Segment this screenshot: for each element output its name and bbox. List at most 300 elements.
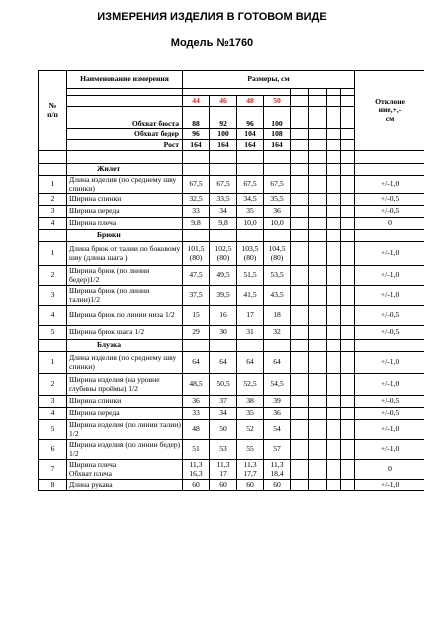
table-row — [39, 306, 424, 326]
empty-cell — [355, 230, 424, 242]
table-row — [39, 374, 424, 396]
size-value: 41,5 — [237, 286, 264, 306]
empty-cell — [327, 129, 341, 140]
empty-cell — [327, 140, 341, 151]
section-title: Жилет — [67, 164, 183, 176]
empty-cell — [210, 164, 237, 176]
measure-name: Ширина изделия (по линии талии) 1/2 — [67, 420, 183, 440]
row-number: 1 — [39, 352, 67, 374]
size-value: 48 — [183, 420, 210, 440]
table-row — [39, 218, 424, 230]
table-row — [39, 242, 424, 266]
deviation-value: +/-0,5 — [355, 408, 424, 420]
measure-name: Ширина спинки — [67, 194, 183, 206]
empty-cell — [341, 176, 355, 194]
row-number: 1 — [39, 242, 67, 266]
empty-cell — [291, 140, 309, 151]
empty-cell — [341, 396, 355, 408]
param-value: 164 — [210, 140, 237, 151]
table-row — [39, 194, 424, 206]
size-value: 11,3 16,3 — [183, 460, 210, 480]
deviation-value: +/-1,0 — [355, 440, 424, 460]
header-num: № п/п — [39, 71, 67, 151]
empty-cell — [327, 96, 341, 107]
empty-cell — [264, 340, 291, 352]
empty-cell — [341, 242, 355, 266]
size-value: 33 — [183, 206, 210, 218]
empty-cell — [210, 230, 237, 242]
size-value: 60 — [264, 480, 291, 491]
size-value: 53 — [210, 440, 237, 460]
measure-name: Ширина брюк (по линии бедер)1/2 — [67, 266, 183, 286]
param-value: 164 — [264, 140, 291, 151]
row-number: 2 — [39, 266, 67, 286]
measure-name: Ширина переда — [67, 408, 183, 420]
size-value: 67,5 — [237, 176, 264, 194]
empty-cell — [309, 96, 327, 107]
spacer-row — [39, 151, 424, 164]
size-cell: 50 — [264, 96, 291, 107]
empty-cell — [291, 96, 309, 107]
table-row — [39, 480, 424, 491]
size-value: 38 — [237, 396, 264, 408]
size-value: 35 — [237, 206, 264, 218]
size-value: 11,3 18,4 — [264, 460, 291, 480]
empty-cell — [327, 408, 341, 420]
size-value: 54 — [264, 420, 291, 440]
param-value: 92 — [210, 107, 237, 129]
section-row — [39, 164, 424, 176]
row-number: 3 — [39, 396, 67, 408]
empty-cell — [309, 194, 327, 206]
param-value: 104 — [237, 129, 264, 140]
empty-cell — [355, 151, 424, 164]
size-value: 11,3 17,7 — [237, 460, 264, 480]
empty-cell — [341, 326, 355, 340]
measure-name: Ширина плеча Обхват плеча — [67, 460, 183, 480]
empty-cell — [210, 340, 237, 352]
empty-cell — [309, 164, 327, 176]
deviation-value: +/-1,0 — [355, 286, 424, 306]
empty-cell — [309, 242, 327, 266]
empty-cell — [183, 230, 210, 242]
empty-cell — [341, 440, 355, 460]
size-value: 51 — [183, 440, 210, 460]
table-row — [39, 286, 424, 306]
empty-cell — [341, 206, 355, 218]
row-number: 4 — [39, 218, 67, 230]
empty-cell — [327, 480, 341, 491]
table-row — [39, 408, 424, 420]
size-value: 64 — [183, 352, 210, 374]
param-value: 100 — [210, 129, 237, 140]
empty-cell — [341, 374, 355, 396]
empty-cell — [183, 340, 210, 352]
size-value: 37 — [210, 396, 237, 408]
empty-cell — [309, 396, 327, 408]
size-value: 34 — [210, 206, 237, 218]
empty-cell — [309, 352, 327, 374]
empty-cell — [341, 129, 355, 140]
empty-cell — [39, 340, 67, 352]
empty-cell — [309, 286, 327, 306]
size-value: 51,5 — [237, 266, 264, 286]
empty-cell — [309, 151, 327, 164]
empty-cell — [327, 194, 341, 206]
empty-cell — [341, 460, 355, 480]
size-value: 15 — [183, 306, 210, 326]
empty-cell — [309, 374, 327, 396]
table-row — [39, 176, 424, 194]
size-value: 34,5 — [237, 194, 264, 206]
size-value: 64 — [237, 352, 264, 374]
empty-cell — [341, 151, 355, 164]
size-value: 10,0 — [237, 218, 264, 230]
empty-cell — [264, 151, 291, 164]
empty-cell — [327, 107, 341, 129]
empty-cell — [309, 206, 327, 218]
size-value: 35,5 — [264, 194, 291, 206]
size-value: 101,5 (80) — [183, 242, 210, 266]
table-row — [39, 352, 424, 374]
empty-cell — [210, 151, 237, 164]
empty-cell — [237, 230, 264, 242]
empty-cell — [327, 286, 341, 306]
size-value: 18 — [264, 306, 291, 326]
empty-cell — [309, 460, 327, 480]
measure-name: Ширина переда — [67, 206, 183, 218]
empty-cell — [327, 206, 341, 218]
empty-cell — [291, 340, 309, 352]
param-value: 164 — [237, 140, 264, 151]
deviation-value: 0 — [355, 218, 424, 230]
size-value: 50,5 — [210, 374, 237, 396]
size-value: 35 — [237, 408, 264, 420]
deviation-value: +/-0,5 — [355, 194, 424, 206]
empty-cell — [309, 176, 327, 194]
size-value: 60 — [183, 480, 210, 491]
empty-cell — [39, 164, 67, 176]
size-value: 64 — [264, 352, 291, 374]
size-value: 103,5 (80) — [237, 242, 264, 266]
empty-cell — [183, 151, 210, 164]
empty-cell — [327, 326, 341, 340]
empty-cell — [341, 164, 355, 176]
size-value: 47,5 — [183, 266, 210, 286]
deviation-value: +/-0,5 — [355, 326, 424, 340]
empty-cell — [341, 352, 355, 374]
empty-cell — [291, 374, 309, 396]
size-value: 102,5 (80) — [210, 242, 237, 266]
empty-cell — [327, 396, 341, 408]
size-value: 32,5 — [183, 194, 210, 206]
empty-cell — [355, 340, 424, 352]
measure-name: Ширина брюк по линии низа 1/2 — [67, 306, 183, 326]
param-value: 88 — [183, 107, 210, 129]
empty-cell — [183, 89, 291, 96]
param-label: Рост — [67, 140, 183, 151]
empty-cell — [309, 408, 327, 420]
size-value: 39,5 — [210, 286, 237, 306]
empty-cell — [341, 306, 355, 326]
table-row — [39, 460, 424, 480]
size-value: 30 — [210, 326, 237, 340]
empty-cell — [309, 140, 327, 151]
empty-cell — [327, 460, 341, 480]
empty-cell — [327, 151, 341, 164]
table-row — [39, 206, 424, 218]
empty-cell — [341, 107, 355, 129]
table-row — [39, 420, 424, 440]
size-value: 17 — [237, 306, 264, 326]
empty-cell — [355, 164, 424, 176]
empty-cell — [327, 420, 341, 440]
size-value: 55 — [237, 440, 264, 460]
empty-cell — [327, 306, 341, 326]
empty-cell — [327, 89, 341, 96]
empty-cell — [309, 89, 327, 96]
size-cell: 46 — [210, 96, 237, 107]
empty-cell — [237, 340, 264, 352]
empty-cell — [237, 164, 264, 176]
empty-cell — [291, 107, 309, 129]
empty-cell — [341, 266, 355, 286]
empty-cell — [327, 440, 341, 460]
measure-name: Длина изделия (по среднему шву спинки) — [67, 352, 183, 374]
header-row — [39, 71, 424, 89]
table-row — [39, 396, 424, 408]
empty-cell — [291, 129, 309, 140]
size-value: 39 — [264, 396, 291, 408]
measure-name: Ширина изделия (по линии бедер) 1/2 — [67, 440, 183, 460]
header-name: Наименование измерения — [67, 71, 183, 89]
model-number: Модель №1760 — [170, 37, 254, 49]
param-value: 164 — [183, 140, 210, 151]
size-value: 11,3 17 — [210, 460, 237, 480]
size-value: 67,5 — [210, 176, 237, 194]
section-title: Блузка — [67, 340, 183, 352]
empty-cell — [309, 107, 327, 129]
size-value: 37,5 — [183, 286, 210, 306]
empty-cell — [309, 440, 327, 460]
size-value: 33,5 — [210, 194, 237, 206]
size-value: 54,5 — [264, 374, 291, 396]
empty-cell — [291, 420, 309, 440]
size-value: 49,5 — [210, 266, 237, 286]
deviation-value: 0 — [355, 460, 424, 480]
empty-cell — [67, 96, 183, 107]
empty-cell — [341, 340, 355, 352]
row-number: 2 — [39, 374, 67, 396]
param-value: 96 — [237, 107, 264, 129]
empty-cell — [291, 230, 309, 242]
empty-cell — [341, 408, 355, 420]
size-value: 32 — [264, 326, 291, 340]
empty-cell — [39, 151, 67, 164]
empty-cell — [327, 230, 341, 242]
empty-cell — [291, 206, 309, 218]
row-number: 2 — [39, 194, 67, 206]
measure-name: Ширина плеча — [67, 218, 183, 230]
empty-cell — [309, 230, 327, 242]
param-label: Обхват бедер — [67, 129, 183, 140]
empty-cell — [67, 151, 183, 164]
empty-cell — [341, 420, 355, 440]
empty-cell — [183, 164, 210, 176]
size-value: 67,5 — [264, 176, 291, 194]
row-number: 1 — [39, 176, 67, 194]
measure-name: Ширина спинки — [67, 396, 183, 408]
deviation-value: +/-1,0 — [355, 480, 424, 491]
empty-cell — [341, 230, 355, 242]
deviation-value: +/-0,5 — [355, 206, 424, 218]
deviation-value: +/-1,0 — [355, 374, 424, 396]
measure-name: Длина рукава — [67, 480, 183, 491]
size-value: 52 — [237, 420, 264, 440]
empty-cell — [291, 408, 309, 420]
empty-cell — [341, 89, 355, 96]
param-value: 100 — [264, 107, 291, 129]
param-value: 108 — [264, 129, 291, 140]
size-value: 67,5 — [183, 176, 210, 194]
section-title: Брюки — [67, 230, 183, 242]
size-value: 36 — [183, 396, 210, 408]
size-value: 10,0 — [264, 218, 291, 230]
row-number: 3 — [39, 286, 67, 306]
empty-cell — [291, 176, 309, 194]
empty-cell — [309, 266, 327, 286]
empty-cell — [291, 306, 309, 326]
empty-cell — [67, 89, 183, 96]
table-row — [39, 440, 424, 460]
section-row — [39, 340, 424, 352]
empty-cell — [341, 194, 355, 206]
size-value: 48,5 — [183, 374, 210, 396]
empty-cell — [309, 326, 327, 340]
measure-name: Ширина брюк шага 1/2 — [67, 326, 183, 340]
size-value: 36 — [264, 206, 291, 218]
empty-cell — [291, 151, 309, 164]
size-value: 29 — [183, 326, 210, 340]
size-value: 31 — [237, 326, 264, 340]
size-value: 60 — [237, 480, 264, 491]
deviation-value: +/-1,0 — [355, 420, 424, 440]
empty-cell — [309, 218, 327, 230]
size-value: 43,5 — [264, 286, 291, 306]
empty-cell — [291, 164, 309, 176]
deviation-value: +/-1,0 — [355, 352, 424, 374]
page-title: ИЗМЕРЕНИЯ ИЗДЕЛИЯ В ГОТОВОМ ВИДЕ — [97, 11, 327, 23]
empty-cell — [341, 218, 355, 230]
empty-cell — [341, 286, 355, 306]
empty-cell — [291, 440, 309, 460]
size-value: 52,5 — [237, 374, 264, 396]
row-number: 8 — [39, 480, 67, 491]
row-number: 4 — [39, 408, 67, 420]
deviation-value: +/-0,5 — [355, 396, 424, 408]
empty-cell — [309, 129, 327, 140]
section-row — [39, 230, 424, 242]
deviation-value: +/-1,0 — [355, 266, 424, 286]
empty-cell — [291, 242, 309, 266]
empty-cell — [327, 352, 341, 374]
empty-cell — [291, 89, 309, 96]
param-label: Обхват бюста — [67, 107, 183, 129]
measure-name: Ширина изделия (на уровне глубины проймы) 1/2 — [67, 374, 183, 396]
empty-cell — [327, 242, 341, 266]
deviation-value: +/-0,5 — [355, 306, 424, 326]
deviation-value: +/-1,0 — [355, 176, 424, 194]
row-number: 5 — [39, 326, 67, 340]
empty-cell — [309, 480, 327, 491]
deviation-value: +/-1,0 — [355, 242, 424, 266]
size-cell: 48 — [237, 96, 264, 107]
measure-name: Длина брюк от талии по боковому шву (длина шага ) — [67, 242, 183, 266]
row-number: 4 — [39, 306, 67, 326]
measurements-table — [38, 70, 424, 491]
empty-cell — [264, 164, 291, 176]
empty-cell — [327, 164, 341, 176]
empty-cell — [291, 194, 309, 206]
header-sizes: Размеры, см — [183, 71, 355, 89]
empty-cell — [309, 340, 327, 352]
size-value: 36 — [264, 408, 291, 420]
size-value: 60 — [210, 480, 237, 491]
size-cell: 44 — [183, 96, 210, 107]
size-value: 33 — [183, 408, 210, 420]
table-row — [39, 326, 424, 340]
row-number: 3 — [39, 206, 67, 218]
measure-name: Длина изделия (по среднему шву спинки) — [67, 176, 183, 194]
empty-cell — [327, 340, 341, 352]
empty-cell — [291, 460, 309, 480]
size-value: 104,5 (80) — [264, 242, 291, 266]
empty-cell — [39, 230, 67, 242]
empty-cell — [327, 374, 341, 396]
size-value: 9,8 — [210, 218, 237, 230]
empty-cell — [327, 176, 341, 194]
size-value: 9,8 — [183, 218, 210, 230]
size-value: 16 — [210, 306, 237, 326]
empty-cell — [291, 396, 309, 408]
table-row — [39, 266, 424, 286]
empty-cell — [264, 230, 291, 242]
param-value: 96 — [183, 129, 210, 140]
empty-cell — [291, 352, 309, 374]
empty-cell — [291, 286, 309, 306]
empty-cell — [341, 96, 355, 107]
empty-cell — [341, 480, 355, 491]
row-number: 6 — [39, 440, 67, 460]
header-deviation: Отклоне ние,+,- см — [355, 71, 424, 151]
size-value: 50 — [210, 420, 237, 440]
row-number: 7 — [39, 460, 67, 480]
empty-cell — [309, 306, 327, 326]
empty-cell — [291, 266, 309, 286]
empty-cell — [309, 420, 327, 440]
empty-cell — [341, 140, 355, 151]
empty-cell — [291, 480, 309, 491]
empty-cell — [327, 266, 341, 286]
row-number: 5 — [39, 420, 67, 440]
empty-cell — [237, 151, 264, 164]
empty-cell — [291, 326, 309, 340]
size-value: 53,5 — [264, 266, 291, 286]
size-value: 64 — [210, 352, 237, 374]
size-value: 34 — [210, 408, 237, 420]
empty-cell — [327, 218, 341, 230]
measure-name: Ширина брюк (по линии талии)1/2 — [67, 286, 183, 306]
